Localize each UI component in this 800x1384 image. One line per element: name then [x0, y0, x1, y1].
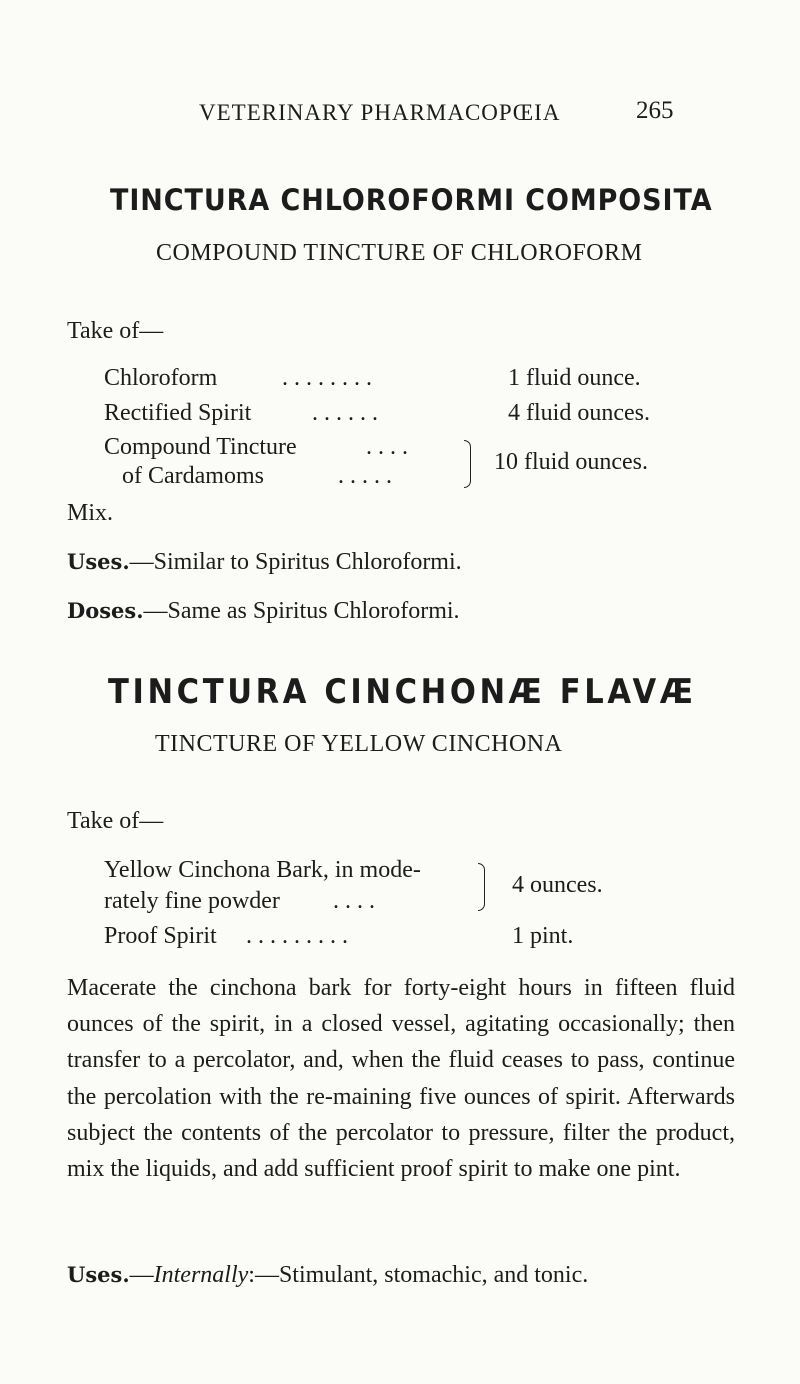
ingredient-name: Yellow Cinchona Bark, in mode-	[104, 857, 421, 883]
ingredient-amount: 1 fluid ounce.	[508, 365, 641, 391]
uses-text: —Similar to Spiritus Chloroformi.	[129, 549, 462, 575]
section-subtitle-chloroformi: COMPOUND TINCTURE OF CHLOROFORM	[156, 240, 643, 266]
ingredient-name: Compound Tincture	[104, 434, 297, 460]
leader-dots: . . . . . .	[312, 400, 378, 426]
running-head: VETERINARY PHARMACOPŒIA	[199, 100, 561, 125]
uses-line	[67, 549, 462, 576]
ingredient-name: of Cardamoms	[122, 463, 264, 489]
uses-line: Uses.—Internally:—Stimulant, stomachic, and tonic.	[67, 1262, 589, 1288]
section-subtitle-cinchonae: TINCTURE OF YELLOW CINCHONA	[155, 731, 563, 757]
ingredient-name: Chloroform	[104, 365, 218, 391]
section-title-cinchonae: TINCTURA CINCHONÆ FLAVÆ	[108, 672, 697, 712]
brace-bracket	[478, 863, 485, 911]
leader-dots: . . . .	[366, 434, 408, 460]
ingredient-amount: 10 fluid ounces.	[494, 449, 648, 475]
leader-dots: . . . . . . . . .	[246, 923, 348, 949]
uses-qualifier: Internally	[153, 1262, 249, 1288]
take-of-label: Take of—	[67, 318, 164, 344]
ingredient-amount: 1 pint.	[512, 923, 574, 949]
leader-dots: . . . . . . . .	[282, 365, 372, 391]
doses-line	[67, 598, 460, 625]
ingredient-amount: 4 fluid ounces.	[508, 400, 650, 426]
directions-paragraph: Macerate the cinchona bark for forty-eight hours in fifteen fluid ounces of the spirit, in a closed vessel, agitating occasionally; then transfer to a percolator, and, when the fluid ceases to pass, continue the percolation with the re-maining five ounces of spirit. Afterwards subject the contents of the percolator to pressure, filter the product, mix the liquids, and add sufficient proof spirit to make one pint.	[67, 975, 735, 1183]
take-of-label: Take of—	[67, 808, 164, 834]
leader-dots: . . . .	[333, 888, 375, 914]
page-number: 265	[636, 97, 674, 124]
doses-label: Doses.	[67, 598, 144, 623]
ingredient-name: rately fine powder	[104, 888, 280, 914]
ingredient-amount: 4 ounces.	[512, 872, 603, 898]
mix-instruction: Mix.	[67, 500, 114, 526]
uses-text: :—Stimulant, stomachic, and tonic.	[248, 1262, 589, 1288]
doses-text: —Same as Spiritus Chloroformi.	[143, 598, 460, 624]
uses-label: Uses.	[67, 549, 130, 574]
uses-label: Uses.	[67, 1262, 130, 1287]
section-title-chloroformi: TINCTURA CHLOROFORMI COMPOSITA	[110, 183, 713, 217]
leader-dots: . . . . .	[338, 463, 392, 489]
brace-bracket	[464, 440, 471, 488]
ingredient-name: Proof Spirit	[104, 923, 217, 949]
ingredient-name: Rectified Spirit	[104, 400, 252, 426]
